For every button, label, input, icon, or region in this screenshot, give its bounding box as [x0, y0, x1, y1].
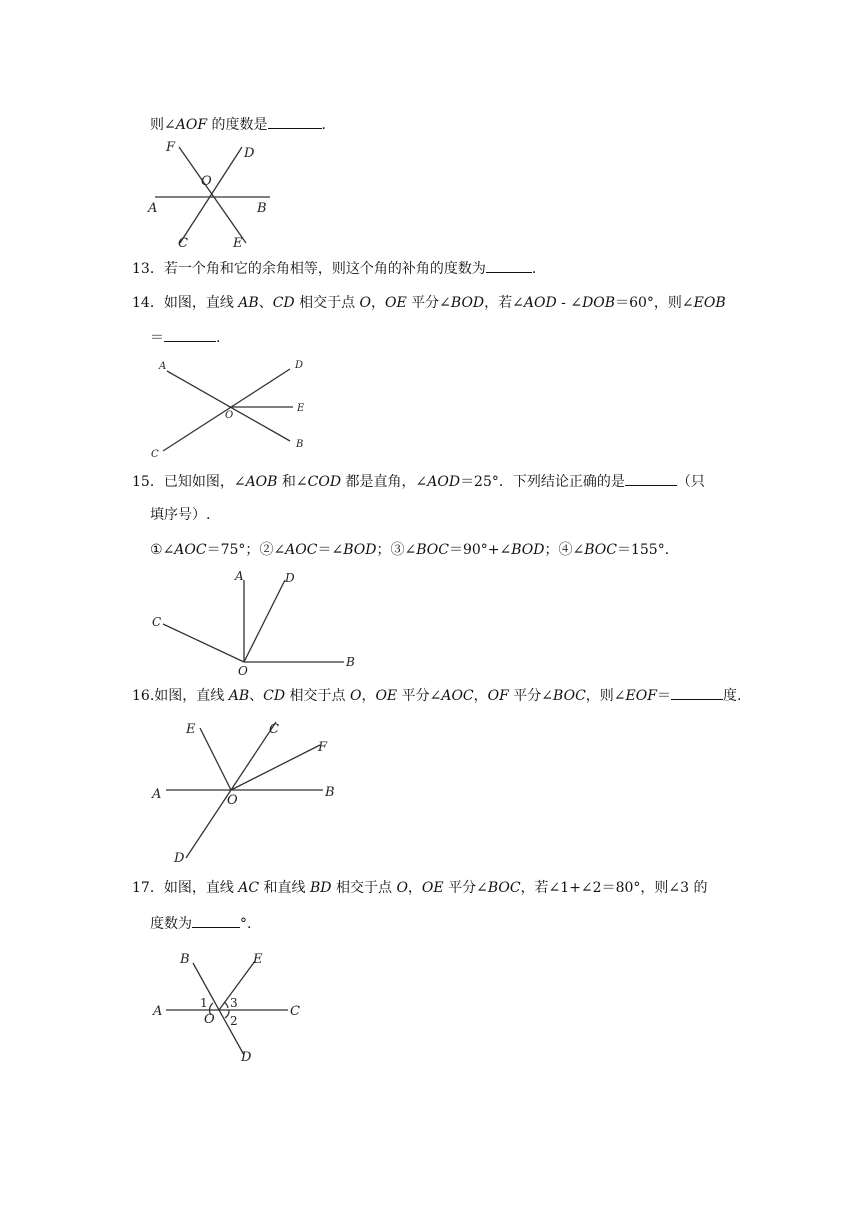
figure-14	[145, 355, 315, 465]
label-c: C	[152, 615, 162, 629]
label-2: 2	[230, 1014, 238, 1028]
label-f: F	[318, 740, 328, 755]
figure-16	[148, 710, 348, 870]
figure-12	[140, 135, 280, 255]
ray-oe	[200, 728, 231, 790]
question-17-line-1: 17．如图，直线 AC 和直线 BD 相交于点 O，OE 平分∠BOC，若∠1+∠2＝80°，则∠3 的	[132, 880, 708, 896]
label-e: E	[233, 236, 243, 251]
question-15-options	[150, 540, 679, 560]
angle-3-arc	[224, 1002, 228, 1008]
question-14-line-1: 14．如图，直线 AB、CD 相交于点 O，OE 平分∠BOD，若∠AOD - ∠DOB＝60°，则∠EOB	[132, 295, 726, 311]
answer-blank[interactable]	[268, 114, 322, 129]
label-b: B	[180, 952, 190, 967]
label-a: A	[159, 361, 167, 372]
label-e: E	[253, 952, 263, 967]
question-15-line-2: 填序号）.	[150, 507, 211, 523]
label-o: O	[201, 174, 212, 189]
answer-blank[interactable]	[671, 685, 723, 700]
label-a: A	[152, 787, 162, 802]
label-o: O	[204, 1012, 215, 1027]
label-d: D	[295, 360, 304, 371]
question-13: 13．若一个角和它的余角相等，则这个角的补角的度数为 .	[132, 258, 536, 279]
q12-tail-line: 则∠AOF 的度数是 .	[150, 114, 326, 135]
option-2: ②∠AOC＝∠BOD；	[259, 542, 391, 558]
angle-2-arc	[225, 1010, 229, 1018]
label-d: D	[241, 1050, 252, 1065]
label-b: B	[325, 785, 335, 800]
label-3: 3	[230, 996, 238, 1010]
option-3: ③∠BOC＝90°+∠BOD；	[390, 542, 559, 558]
question-14-line-2: ＝ .	[150, 327, 220, 348]
label-c: C	[178, 236, 188, 251]
label-d: D	[285, 571, 295, 585]
label-e: E	[186, 722, 196, 737]
answer-blank[interactable]	[625, 471, 677, 486]
option-4: ④∠BOC＝155°．	[558, 542, 679, 558]
label-1: 1	[200, 996, 208, 1010]
ray-od	[244, 580, 285, 662]
ray-oc	[163, 624, 244, 662]
label-e: E	[297, 403, 305, 414]
label-d: D	[244, 146, 255, 161]
label-f: F	[166, 140, 176, 155]
label-o: O	[238, 664, 248, 678]
label-a: A	[235, 569, 244, 583]
ray-of	[231, 745, 320, 790]
question-16: 16.如图，直线 AB、CD 相交于点 O，OE 平分∠AOC，OF 平分∠BOC，则∠EOF＝ 度.	[132, 685, 741, 706]
question-15-line-1: 15．已知如图，∠AOB 和∠COD 都是直角，∠AOD＝25°．下列结论正确的是 （只	[132, 471, 705, 492]
option-1: ①∠AOC＝75°；	[150, 542, 260, 558]
answer-blank[interactable]	[486, 258, 532, 273]
figure-15	[148, 568, 368, 678]
answer-blank[interactable]	[192, 913, 240, 928]
label-c: C	[151, 449, 159, 460]
label-c: C	[269, 722, 279, 737]
figure-17	[148, 945, 318, 1070]
label-b: B	[257, 201, 267, 216]
label-a: A	[148, 201, 158, 216]
label-o: O	[227, 793, 238, 808]
label-a: A	[153, 1004, 163, 1019]
label-c: C	[290, 1004, 300, 1019]
label-b: B	[296, 439, 304, 450]
label-o: O	[225, 410, 234, 421]
question-17-line-2: 度数为 °.	[150, 913, 251, 934]
label-d: D	[174, 851, 185, 866]
answer-blank[interactable]	[164, 327, 216, 342]
label-b: B	[346, 655, 355, 669]
